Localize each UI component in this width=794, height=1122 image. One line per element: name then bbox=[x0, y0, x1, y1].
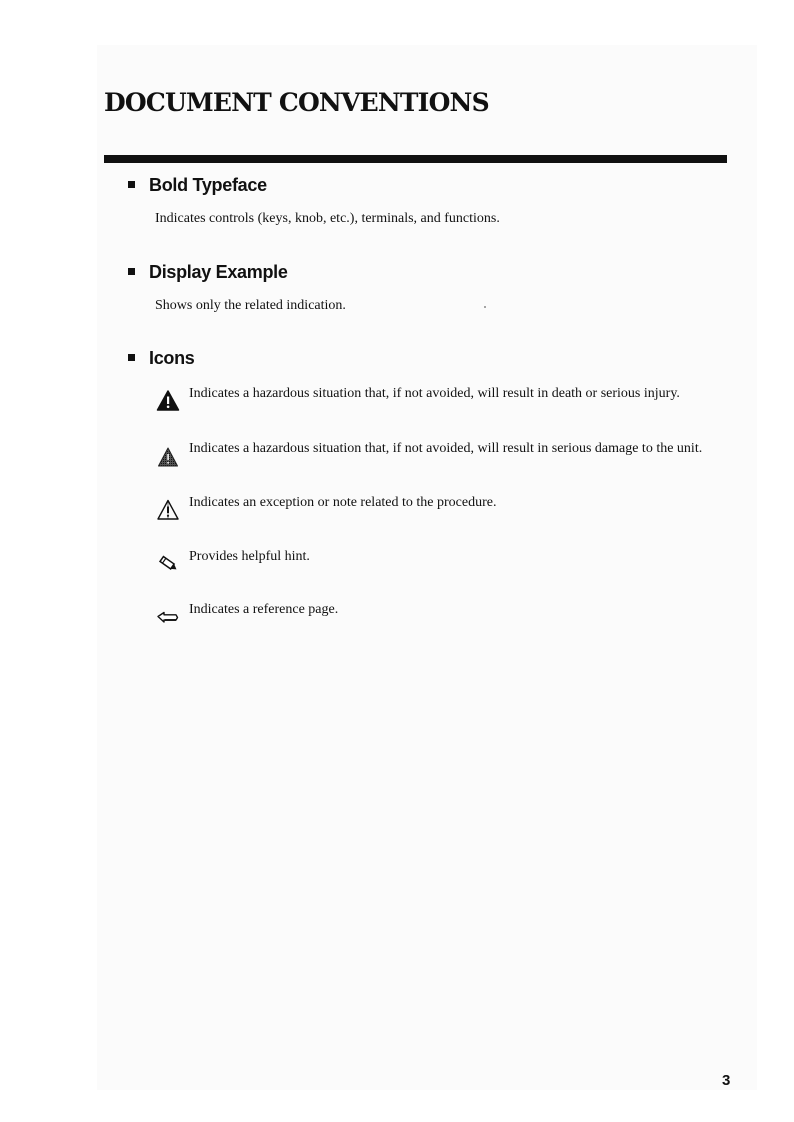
icon-legend-row-hint bbox=[155, 547, 730, 566]
icon-legend-row-note bbox=[155, 493, 730, 512]
hint-pencil-icon bbox=[155, 549, 181, 575]
bullet-icon bbox=[128, 354, 135, 361]
icon-legend-text: Indicates a reference page. bbox=[189, 602, 339, 617]
section-heading-icons bbox=[128, 348, 195, 369]
page-number: 3 bbox=[722, 1072, 731, 1089]
icon-legend-row-danger bbox=[155, 384, 730, 403]
note-icon bbox=[155, 495, 181, 521]
warning-caution-icon bbox=[155, 441, 181, 467]
section-heading-display-example bbox=[128, 262, 288, 283]
scan-speck bbox=[484, 306, 486, 308]
bullet-icon bbox=[128, 268, 135, 275]
warning-danger-icon bbox=[155, 386, 181, 412]
icon-legend-text: Provides helpful hint. bbox=[189, 549, 310, 564]
icon-legend-text: Indicates a hazardous situation that, if not avoided, will result in serious damage to the unit. bbox=[189, 441, 703, 456]
bullet-icon bbox=[128, 181, 135, 188]
section-heading-bold-typeface bbox=[128, 175, 267, 196]
icon-legend-text: Indicates a hazardous situation that, if not avoided, will result in death or serious injury. bbox=[189, 386, 680, 401]
title-rule bbox=[104, 155, 727, 163]
section-heading-label: Display Example bbox=[149, 262, 288, 282]
section-heading-label: Icons bbox=[149, 348, 195, 368]
page-sheet bbox=[97, 45, 757, 1090]
section-heading-label: Bold Typeface bbox=[149, 175, 267, 195]
page-title: DOCUMENT CONVENTIONS bbox=[104, 88, 489, 117]
icon-legend-text: Indicates an exception or note related to the procedure. bbox=[189, 495, 497, 510]
section-body-bold-typeface: Indicates controls (keys, knob, etc.), terminals, and functions. bbox=[155, 211, 500, 226]
reference-arrow-icon bbox=[155, 602, 181, 628]
section-body-display-example: Shows only the related indication. bbox=[155, 298, 346, 313]
icon-legend-row-reference bbox=[155, 600, 730, 619]
icon-legend-row-caution bbox=[155, 439, 730, 458]
